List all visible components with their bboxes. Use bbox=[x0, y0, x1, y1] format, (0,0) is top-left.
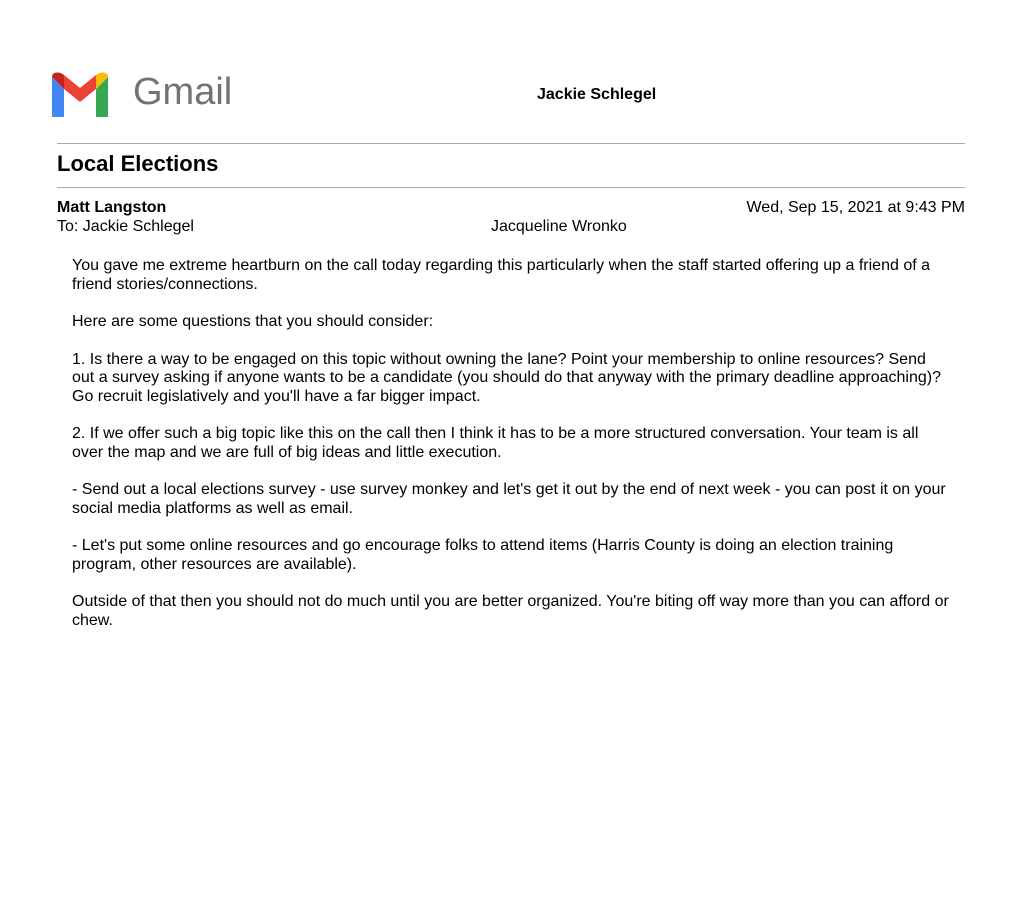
email-body bbox=[72, 257, 952, 649]
header-divider bbox=[57, 143, 965, 144]
gmail-wordmark: Gmail bbox=[133, 71, 233, 113]
body-paragraph: 2. If we offer such a big topic like this on the call then I think it has to be a more structured conversation. Your team is all over the map and we are full of big ideas and little execution. bbox=[72, 425, 919, 461]
email-subject: Local Elections bbox=[57, 151, 219, 176]
body-paragraph: - Let's put some online resources and go encourage folks to attend items (Harris County is doing an election training program, other resources are available). bbox=[72, 537, 894, 573]
body-paragraph: - Send out a local elections survey - use survey monkey and let's get it out by the end of next week - you can post it on your social media platforms as well as email. bbox=[72, 481, 946, 517]
body-paragraph: You gave me extreme heartburn on the call today regarding this particularly when the staff started offering up a friend of a friend stories/connections. bbox=[72, 257, 930, 293]
email-date: Wed, Sep 15, 2021 at 9:43 PM bbox=[746, 199, 965, 216]
body-paragraph: 1. Is there a way to be engaged on this topic without owning the lane? Point your membership to online resources? Send out a survey asking if anyone wants to be a candidate (you should do that anyway with the primary deadline approaching)? Go recruit legislatively and you'll have a far bigger impact. bbox=[72, 350, 941, 405]
account-name: Jackie Schlegel bbox=[537, 86, 657, 103]
body-paragraph: Outside of that then you should not do much until you are better organized. You're biting off way more than you can afford or chew. bbox=[72, 593, 949, 629]
gmail-m-icon bbox=[50, 69, 110, 119]
sender-name: Matt Langston bbox=[57, 199, 167, 216]
recipient-row bbox=[57, 218, 965, 238]
sender-row bbox=[57, 199, 965, 219]
second-recipient: Jacqueline Wronko bbox=[491, 218, 627, 235]
body-paragraph: Here are some questions that you should consider: bbox=[72, 313, 434, 330]
print-header bbox=[50, 66, 965, 122]
subject-divider bbox=[57, 187, 965, 188]
to-recipient: To: Jackie Schlegel bbox=[57, 218, 194, 235]
